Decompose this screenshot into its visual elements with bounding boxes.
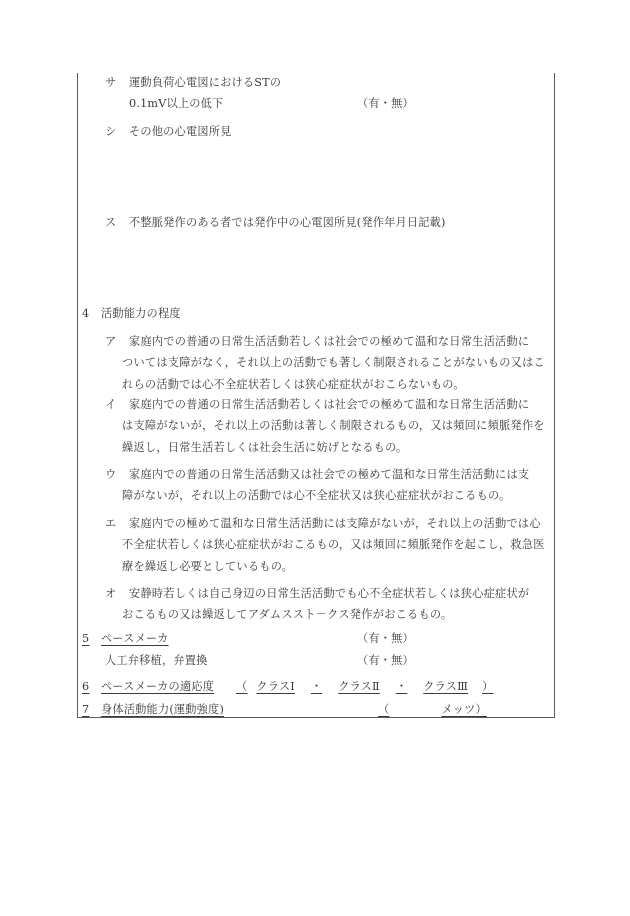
ecg-item-sa-line1	[105, 76, 281, 89]
ecg-item-sa-text: 運動負荷心電図におけるSTの	[129, 76, 282, 89]
section4-heading	[82, 307, 181, 320]
section4-item-e[interactable]	[105, 513, 545, 577]
section4-item-i-line3: 繰返し，日常生活若しくは社会生活に妨げとなるもの。	[122, 440, 408, 454]
ecg-item-shi-marker: シ	[105, 125, 117, 138]
ecg-item-sa-text2: 0.1mV以上の低下	[129, 97, 224, 110]
ecg-item-su-write-area[interactable]	[105, 233, 545, 295]
section6-label: ペースメーカの適応度	[101, 680, 215, 693]
section7-value-group	[378, 703, 487, 716]
section5-heading	[82, 632, 169, 645]
ecg-item-shi-write-area[interactable]	[105, 142, 545, 210]
section5-label: ペースメーカ	[101, 632, 169, 645]
section6-separator-2: ・	[395, 680, 408, 693]
section4-item-u-marker: ウ	[105, 468, 117, 481]
section5-sub-choice-label: （有・無）	[357, 654, 414, 667]
section6-class-选择[interactable]	[236, 680, 493, 693]
section4-item-o-line2: おこるもの又は繰返してアダムススト－クス発作がおこるもの。	[122, 608, 453, 622]
ecg-item-sa-choice[interactable]	[357, 97, 414, 110]
section6-class-group	[236, 680, 493, 693]
section6-paren-close: ）	[482, 680, 494, 693]
section4-item-a-marker: ア	[105, 335, 117, 348]
section4-item-o-line1: オ 安静時若しくは自己身辺の日常生活活動でも心不全症状若しくは狭心症症状が	[105, 583, 529, 604]
section4-item-a[interactable]	[105, 331, 545, 395]
section4-item-a-line3: れらの活動では心不全症状若しくは狭心症症状がおこらないもの。	[122, 377, 465, 391]
ecg-item-sa-line2	[129, 97, 223, 110]
section7-value-field[interactable]	[378, 703, 487, 716]
section6-number: 6	[82, 680, 90, 693]
section6-class-3[interactable]: クラスⅢ	[423, 680, 469, 693]
section4-item-u-line1: ウ 家庭内での普通の日常生活活動又は社会での極めて温和な日常生活活動には支	[105, 464, 529, 485]
section4-item-o-marker: オ	[105, 587, 117, 600]
ecg-item-shi-text: その他の心電図所見	[129, 125, 232, 138]
section4-item-a-line1: ア 家庭内での普通の日常生活活動若しくは社会での極めて温和な日常生活活動に	[105, 331, 545, 352]
section7-label: 身体活動能力(運動強度)	[101, 703, 225, 716]
section4-title: 活動能力の程度	[101, 307, 181, 320]
section4-item-e-line2: 不全症状若しくは狭心症症状がおこるもの，又は頻回に頻脈発作を起こし，救急医	[122, 538, 545, 552]
section4-item-o[interactable]	[105, 583, 529, 626]
section5-sub-label-row	[105, 654, 208, 667]
section5-choice[interactable]	[357, 632, 414, 645]
section4-item-e-line3: 療を繰返し必要としているもの。	[122, 559, 294, 573]
section6-separator-1: ・	[310, 680, 323, 693]
section7-paren-open: （	[378, 703, 390, 716]
section4-number: 4	[82, 307, 90, 320]
ecg-item-su-marker: ス	[105, 216, 117, 229]
ecg-item-su	[105, 216, 446, 229]
section7-unit: メッツ）	[441, 703, 487, 716]
section4-item-u[interactable]	[105, 464, 529, 507]
section6-heading	[82, 680, 214, 693]
section7-number: 7	[82, 703, 90, 716]
section4-item-i-line1: イ 家庭内での普通の日常生活活動若しくは社会での極めて温和な日常生活活動に	[105, 394, 545, 415]
section5-sub-label: 人工弁移植，弁置換	[105, 654, 208, 667]
section4-item-i-line2: は支障がないが，それ以上の活動は著しく制限されるもの，又は頻回に頻脈発作を	[122, 419, 545, 433]
section5-choice-label: （有・無）	[357, 632, 414, 645]
section6-class-1[interactable]: クラスⅠ	[256, 680, 295, 693]
section5-sub-choice[interactable]	[357, 654, 414, 667]
section4-item-e-marker: エ	[105, 517, 117, 530]
section6-class-2[interactable]: クラスⅡ	[338, 680, 380, 693]
section5-number: 5	[82, 632, 90, 645]
ecg-item-shi	[105, 125, 232, 138]
section4-item-i-marker: イ	[105, 398, 117, 411]
ecg-item-sa-marker: サ	[105, 76, 117, 89]
section4-item-i[interactable]	[105, 394, 545, 458]
section4-item-u-line2: 障がないが，それ以上の活動では心不全症状又は狭心症症状がおこるもの。	[122, 489, 511, 503]
section6-paren-open: （	[236, 680, 248, 693]
section7-heading	[82, 703, 224, 716]
section4-item-e-line1: エ 家庭内での極めて温和な日常生活活動には支障がないが，それ以上の活動では心	[105, 513, 545, 534]
ecg-item-su-text: 不整脈発作のある者では発作中の心電図所見(発作年月日記載)	[129, 216, 446, 229]
ecg-item-sa-choice-label: （有・無）	[357, 97, 414, 110]
section4-item-a-line2: ついては支障がなく，それ以上の活動でも著しく制限されることがないもの又はこ	[122, 356, 545, 370]
